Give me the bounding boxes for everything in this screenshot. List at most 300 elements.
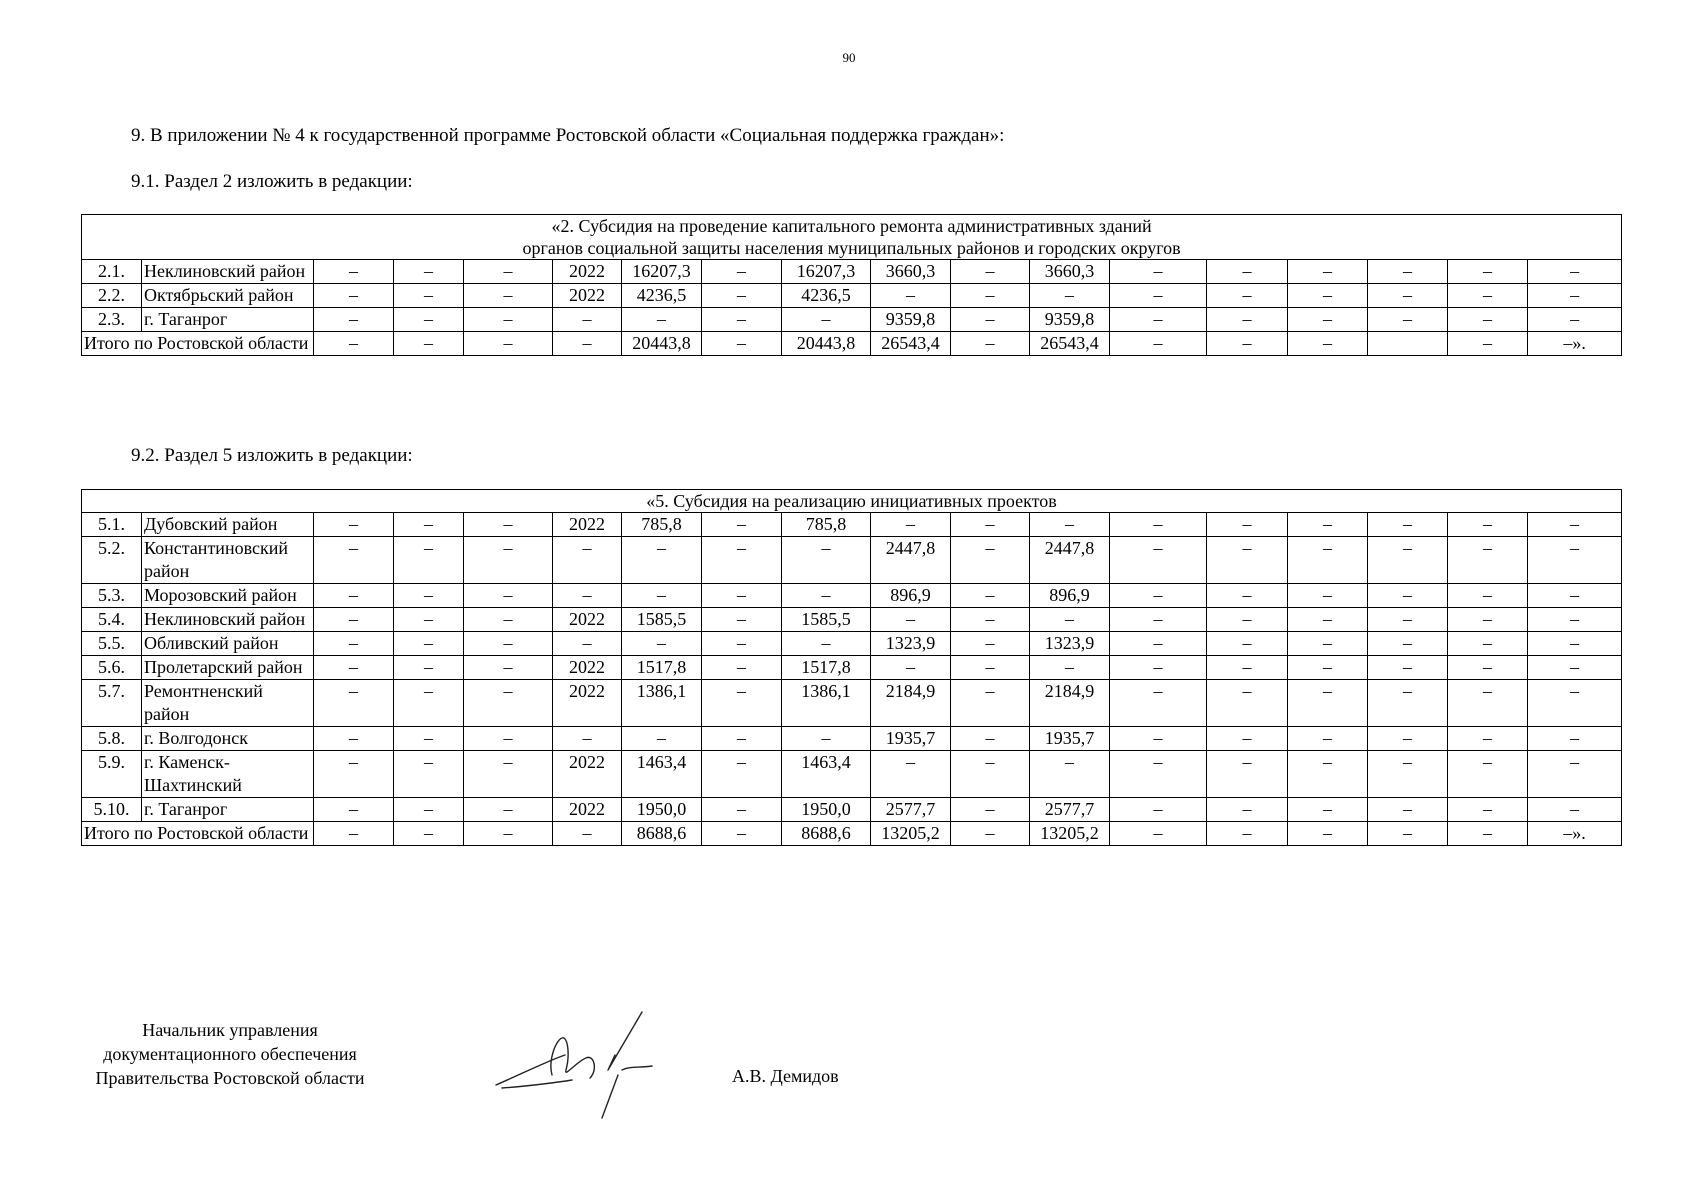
table-cell: – [464, 632, 553, 656]
table-cell: – [394, 656, 464, 680]
total-cell [1368, 332, 1448, 356]
table-cell: – [782, 308, 871, 332]
table-cell: 1950,0 [782, 798, 871, 822]
table-cell: 785,8 [782, 513, 871, 537]
table-cell: 9359,8 [871, 308, 951, 332]
table-cell: – [1110, 656, 1207, 680]
total-cell: 8688,6 [622, 822, 702, 846]
table-row [82, 537, 1622, 584]
table-cell: – [1207, 798, 1288, 822]
table-cell: – [1288, 284, 1368, 308]
table-cell: 2184,9 [1030, 680, 1110, 727]
table-cell: 16207,3 [622, 260, 702, 284]
row-number: 5.9. [82, 751, 142, 798]
table-cell: – [1448, 680, 1528, 727]
table-cell: – [951, 513, 1030, 537]
total-cell: – [951, 822, 1030, 846]
table-row [82, 308, 1622, 332]
table-cell: 4236,5 [622, 284, 702, 308]
municipality-name: Обливский район [142, 632, 314, 656]
table-cell: – [1528, 284, 1622, 308]
row-number: 5.7. [82, 680, 142, 727]
table-cell: – [622, 727, 702, 751]
table-cell: 1935,7 [1030, 727, 1110, 751]
table-cell: – [1207, 608, 1288, 632]
row-number: 2.1. [82, 260, 142, 284]
table-cell: – [1368, 260, 1448, 284]
table-cell: – [1288, 798, 1368, 822]
total-cell: – [1110, 332, 1207, 356]
table-cell: 2022 [553, 656, 622, 680]
table-cell: 3660,3 [1030, 260, 1110, 284]
table-cell: – [314, 513, 394, 537]
total-cell: 8688,6 [782, 822, 871, 846]
municipality-name: г. Таганрог [142, 308, 314, 332]
table-cell: – [951, 608, 1030, 632]
table-cell: – [314, 632, 394, 656]
total-label: Итого по Ростовской области [82, 332, 314, 356]
table-cell: – [1368, 284, 1448, 308]
table-cell: – [871, 656, 951, 680]
table-cell: – [1368, 308, 1448, 332]
table-cell: – [622, 632, 702, 656]
table-cell: – [702, 680, 782, 727]
table-cell: – [1110, 680, 1207, 727]
table-cell: – [1110, 308, 1207, 332]
table-row [82, 513, 1622, 537]
table-cell: – [1528, 680, 1622, 727]
total-cell: –». [1528, 332, 1622, 356]
total-cell: – [1207, 332, 1288, 356]
section-5-table [81, 489, 1622, 846]
table-cell: – [394, 680, 464, 727]
table-cell: – [702, 308, 782, 332]
table-cell: – [1030, 284, 1110, 308]
table-cell: – [1368, 537, 1448, 584]
total-cell: 13205,2 [1030, 822, 1110, 846]
table-cell: 1323,9 [871, 632, 951, 656]
table-cell: – [1288, 584, 1368, 608]
table-cell: – [702, 751, 782, 798]
table-cell: 2022 [553, 680, 622, 727]
table-cell: – [1528, 632, 1622, 656]
table-cell: 1517,8 [782, 656, 871, 680]
table-cell: – [871, 751, 951, 798]
row-number: 5.2. [82, 537, 142, 584]
table-cell: 1517,8 [622, 656, 702, 680]
table-cell: – [1207, 727, 1288, 751]
total-cell: 20443,8 [782, 332, 871, 356]
table-cell: – [394, 584, 464, 608]
table-cell: – [1030, 751, 1110, 798]
row-number: 5.6. [82, 656, 142, 680]
table-cell: – [1528, 751, 1622, 798]
total-cell: – [1448, 332, 1528, 356]
table-cell: – [464, 308, 553, 332]
table-cell: – [464, 584, 553, 608]
table-cell: – [1288, 308, 1368, 332]
table-cell: – [1448, 632, 1528, 656]
table-cell: – [622, 537, 702, 584]
municipality-name: г. Таганрог [142, 798, 314, 822]
table-cell: – [702, 284, 782, 308]
table-cell: – [314, 656, 394, 680]
municipality-name: г. Волгодонск [142, 727, 314, 751]
table-cell: – [1448, 284, 1528, 308]
table-cell: – [1207, 284, 1288, 308]
table-cell: – [1110, 513, 1207, 537]
section-2-title [82, 215, 1622, 260]
table-cell: – [464, 656, 553, 680]
table-cell: – [951, 260, 1030, 284]
table-cell: – [314, 608, 394, 632]
table-cell: – [1207, 308, 1288, 332]
table-cell: – [464, 260, 553, 284]
table-cell: – [702, 656, 782, 680]
total-cell: – [1288, 332, 1368, 356]
table-cell: – [464, 513, 553, 537]
table-cell: 1463,4 [622, 751, 702, 798]
table-cell: – [553, 308, 622, 332]
table-cell: – [1528, 308, 1622, 332]
table-cell: – [1110, 632, 1207, 656]
total-cell: 26543,4 [1030, 332, 1110, 356]
table-cell: – [622, 308, 702, 332]
table-cell: – [1207, 632, 1288, 656]
table-cell: – [951, 632, 1030, 656]
table-cell: – [1288, 656, 1368, 680]
table-row [82, 680, 1622, 727]
table-cell: – [1288, 513, 1368, 537]
table-cell: 2577,7 [871, 798, 951, 822]
total-label: Итого по Ростовской области [82, 822, 314, 846]
table-cell: – [394, 537, 464, 584]
signatory-title-line-3: Правительства Ростовской области [95, 1068, 365, 1088]
row-number: 5.1. [82, 513, 142, 537]
table-row [82, 584, 1622, 608]
table-cell: – [1368, 584, 1448, 608]
table-cell: – [1110, 798, 1207, 822]
table-cell: – [1110, 260, 1207, 284]
table-cell: – [1528, 727, 1622, 751]
total-cell: – [464, 822, 553, 846]
total-cell: –». [1528, 822, 1622, 846]
table-cell: 2022 [553, 260, 622, 284]
total-row [82, 822, 1622, 846]
total-cell: – [951, 332, 1030, 356]
table-cell: – [394, 308, 464, 332]
page-number: 90 [842, 50, 856, 65]
table-cell: – [1368, 608, 1448, 632]
table-cell: – [314, 751, 394, 798]
municipality-name: г. Каменск-Шахтинский [142, 751, 314, 798]
table-cell: – [1207, 260, 1288, 284]
table-cell: – [951, 656, 1030, 680]
table-cell: – [1110, 751, 1207, 798]
table-cell: 1323,9 [1030, 632, 1110, 656]
table-row [82, 284, 1622, 308]
table-cell: – [1368, 680, 1448, 727]
total-cell: 20443,8 [622, 332, 702, 356]
table-cell: – [464, 608, 553, 632]
municipality-name: Неклиновский район [142, 608, 314, 632]
table-cell: – [1368, 727, 1448, 751]
table-row [82, 260, 1622, 284]
table-row [82, 727, 1622, 751]
table-cell: – [1288, 751, 1368, 798]
table-cell: – [871, 608, 951, 632]
table-cell: – [951, 308, 1030, 332]
section-2-title-line-2: органов социальной защиты населения муниципальных районов и городских округов [522, 238, 1181, 258]
table-cell: – [1448, 656, 1528, 680]
table-row [82, 656, 1622, 680]
table-cell: – [1368, 798, 1448, 822]
table-cell: 1585,5 [782, 608, 871, 632]
table-cell: – [394, 751, 464, 798]
table-cell: 2022 [553, 751, 622, 798]
section-5-title-line-1: «5. Субсидия на реализацию инициативных проектов [646, 491, 1057, 511]
signatory-title [70, 1018, 390, 1090]
table-cell: – [1448, 608, 1528, 632]
table-cell: – [1528, 608, 1622, 632]
table-cell: – [702, 260, 782, 284]
table-cell: – [1288, 260, 1368, 284]
table-cell: – [1528, 537, 1622, 584]
table-cell: – [464, 284, 553, 308]
table-cell: – [1207, 656, 1288, 680]
total-cell: – [1448, 822, 1528, 846]
table-cell: – [1448, 308, 1528, 332]
table-cell: 2447,8 [1030, 537, 1110, 584]
table-cell: – [1030, 656, 1110, 680]
table-row [82, 798, 1622, 822]
row-number: 2.3. [82, 308, 142, 332]
table-cell: 2447,8 [871, 537, 951, 584]
table-cell: 16207,3 [782, 260, 871, 284]
table-cell: – [1528, 798, 1622, 822]
table-cell: – [1448, 727, 1528, 751]
row-number: 2.2. [82, 284, 142, 308]
table-cell: 2022 [553, 284, 622, 308]
total-cell: – [702, 332, 782, 356]
table-cell: 2022 [553, 798, 622, 822]
table-cell: – [1207, 513, 1288, 537]
table-cell: – [553, 537, 622, 584]
total-cell: – [553, 332, 622, 356]
table-cell: – [553, 584, 622, 608]
table-cell: – [702, 727, 782, 751]
total-cell: – [1288, 822, 1368, 846]
table-cell: – [1110, 727, 1207, 751]
table-cell: – [951, 751, 1030, 798]
table-cell: – [1288, 632, 1368, 656]
total-cell: – [394, 332, 464, 356]
table-cell: – [951, 284, 1030, 308]
table-cell: – [702, 632, 782, 656]
section-5-title [82, 490, 1622, 513]
table-cell: – [1368, 632, 1448, 656]
municipality-name: Пролетарский район [142, 656, 314, 680]
table-cell: – [1448, 584, 1528, 608]
section-5-heading: 9.2. Раздел 5 изложить в редакции: [131, 445, 413, 466]
table-cell: 2022 [553, 513, 622, 537]
table-cell: – [782, 537, 871, 584]
table-cell: – [951, 798, 1030, 822]
table-cell: – [782, 727, 871, 751]
table-cell: – [1207, 680, 1288, 727]
table-cell: – [464, 751, 553, 798]
table-cell: – [1110, 608, 1207, 632]
table-cell: – [951, 727, 1030, 751]
table-cell: – [314, 260, 394, 284]
table-cell: – [314, 537, 394, 584]
municipality-name: Октябрьский район [142, 284, 314, 308]
table-row [82, 632, 1622, 656]
table-cell: 1585,5 [622, 608, 702, 632]
table-row [82, 608, 1622, 632]
table-cell: – [1528, 656, 1622, 680]
municipality-name: Ремонтненский район [142, 680, 314, 727]
row-number: 5.8. [82, 727, 142, 751]
table-cell: – [464, 680, 553, 727]
table-cell: – [314, 680, 394, 727]
table-cell: – [702, 798, 782, 822]
table-cell: – [1207, 584, 1288, 608]
table-cell: 896,9 [1030, 584, 1110, 608]
table-cell: – [782, 584, 871, 608]
total-cell: – [314, 822, 394, 846]
table-cell: – [314, 727, 394, 751]
table-cell: 9359,8 [1030, 308, 1110, 332]
table-cell: – [394, 513, 464, 537]
table-cell: – [1448, 751, 1528, 798]
table-cell: 2577,7 [1030, 798, 1110, 822]
table-cell: – [1448, 798, 1528, 822]
signatory-name: А.В. Демидов [732, 1066, 839, 1086]
table-cell: – [553, 632, 622, 656]
table-cell: – [1030, 513, 1110, 537]
table-cell: – [1368, 656, 1448, 680]
table-cell: – [1528, 260, 1622, 284]
section-2-table [81, 214, 1622, 356]
table-cell: – [1030, 608, 1110, 632]
table-cell: – [622, 584, 702, 608]
table-cell: – [394, 798, 464, 822]
table-cell: 3660,3 [871, 260, 951, 284]
table-cell: 1386,1 [622, 680, 702, 727]
total-cell: – [464, 332, 553, 356]
total-cell: – [314, 332, 394, 356]
table-cell: 1950,0 [622, 798, 702, 822]
table-cell: – [1368, 751, 1448, 798]
total-cell: – [1207, 822, 1288, 846]
table-cell: – [1288, 537, 1368, 584]
table-cell: 2184,9 [871, 680, 951, 727]
table-cell: – [464, 537, 553, 584]
row-number: 5.5. [82, 632, 142, 656]
table-cell: – [702, 537, 782, 584]
section-2-title-line-1: «2. Субсидия на проведение капитального ремонта административных зданий [551, 216, 1152, 236]
table-cell: – [702, 608, 782, 632]
table-cell: 1463,4 [782, 751, 871, 798]
table-cell: – [871, 513, 951, 537]
row-number: 5.4. [82, 608, 142, 632]
table-cell: – [702, 584, 782, 608]
intro-paragraph: 9. В приложении № 4 к государственной программе Ростовской области «Социальная поддержка граждан»: [131, 125, 1005, 146]
municipality-name: Неклиновский район [142, 260, 314, 284]
total-cell: 26543,4 [871, 332, 951, 356]
table-cell: – [1207, 751, 1288, 798]
table-cell: – [871, 284, 951, 308]
table-cell: – [314, 584, 394, 608]
table-cell: – [1528, 513, 1622, 537]
table-cell: – [1448, 537, 1528, 584]
total-cell: – [702, 822, 782, 846]
table-cell: – [782, 632, 871, 656]
table-cell: 2022 [553, 608, 622, 632]
section-2-heading: 9.1. Раздел 2 изложить в редакции: [131, 171, 413, 192]
table-cell: – [1528, 584, 1622, 608]
table-cell: – [1110, 284, 1207, 308]
table-cell: – [314, 308, 394, 332]
table-cell: – [1110, 584, 1207, 608]
total-cell: – [553, 822, 622, 846]
table-row [82, 751, 1622, 798]
municipality-name: Константиновский район [142, 537, 314, 584]
total-cell: – [1110, 822, 1207, 846]
table-cell: – [394, 727, 464, 751]
table-cell: – [1288, 680, 1368, 727]
signatory-title-line-2: документационного обеспечения [103, 1044, 357, 1064]
table-cell: – [702, 513, 782, 537]
row-number: 5.3. [82, 584, 142, 608]
table-cell: – [1288, 727, 1368, 751]
table-cell: – [464, 727, 553, 751]
table-cell: – [1207, 537, 1288, 584]
table-cell: – [1448, 513, 1528, 537]
table-cell: – [1110, 537, 1207, 584]
total-cell: – [394, 822, 464, 846]
total-cell: – [1368, 822, 1448, 846]
total-row [82, 332, 1622, 356]
table-cell: – [394, 260, 464, 284]
municipality-name: Дубовский район [142, 513, 314, 537]
table-cell: – [951, 584, 1030, 608]
signatory-title-line-1: Начальник управления [142, 1020, 318, 1040]
table-cell: 896,9 [871, 584, 951, 608]
table-cell: – [553, 727, 622, 751]
table-cell: – [314, 798, 394, 822]
row-number: 5.10. [82, 798, 142, 822]
table-cell: – [951, 537, 1030, 584]
table-cell: – [394, 632, 464, 656]
table-cell: 1386,1 [782, 680, 871, 727]
table-cell: – [394, 284, 464, 308]
table-cell: – [1288, 608, 1368, 632]
table-cell: 1935,7 [871, 727, 951, 751]
handwritten-signature [490, 1000, 700, 1120]
total-cell: 13205,2 [871, 822, 951, 846]
table-cell: – [1448, 260, 1528, 284]
table-cell: 785,8 [622, 513, 702, 537]
table-cell: – [394, 608, 464, 632]
table-cell: – [951, 680, 1030, 727]
table-cell: 4236,5 [782, 284, 871, 308]
table-cell: – [1368, 513, 1448, 537]
table-cell: – [314, 284, 394, 308]
municipality-name: Морозовский район [142, 584, 314, 608]
table-cell: – [464, 798, 553, 822]
